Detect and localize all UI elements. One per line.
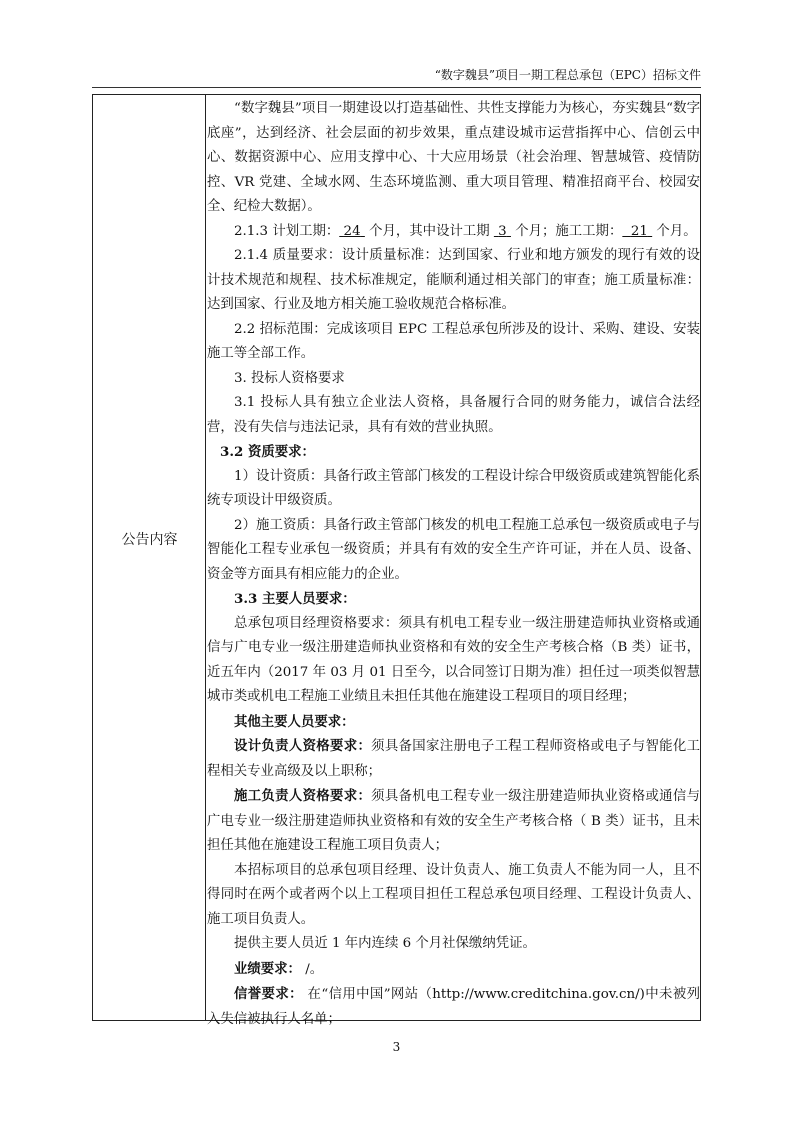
- construction-lead-label: 施工负责人资格要求：: [234, 788, 372, 804]
- design-months: 3: [498, 223, 507, 239]
- credit-requirements: [207, 982, 700, 1032]
- tender-scope: 2.2 招标范围：完成该项目 EPC 工程总承包所涉及的设计、采购、建设、安装施工等全部工作。: [207, 321, 700, 361]
- document-title: “数字魏县”项目一期工程总承包（EPC）招标文件: [434, 68, 701, 82]
- announcement-label: 公告内容: [121, 532, 178, 548]
- qualification-3-2-heading: 3.2 资质要求：: [220, 444, 315, 460]
- announcement-table: [92, 94, 701, 1027]
- schedule-paragraph: [207, 220, 700, 245]
- page-header: [92, 58, 701, 88]
- performance-requirements: [207, 957, 700, 983]
- page-number: 3: [392, 1040, 401, 1054]
- qualification-3-1: 3.1 投标人具有独立企业法人资格，具备履行合同的财务能力，诚信合法经营，没有失信与违法记录，具有有效的营业执照。: [207, 395, 700, 435]
- design-lead-requirements: [207, 734, 700, 784]
- construction-lead-requirements: [207, 784, 700, 859]
- design-lead-text: 须具备国家注册电子工程工程师资格或电子与智能化工程相关专业高级及以上职称；: [207, 739, 701, 779]
- personnel-heading: 3.3 主要人员要求：: [234, 591, 356, 607]
- schedule-prefix: 2.1.3 计划工期：: [234, 223, 340, 239]
- performance-label: 业绩要求：: [234, 960, 301, 977]
- credit-text: 在“信用中国”网站（http://www.creditchina.gov.cn/)中未被列入失信被执行人名单；: [207, 987, 700, 1027]
- quality-requirements: 2.1.4 质量要求：设计质量标准：达到国家、行业和地方颁发的现行有效的设计技术规范和规程、技术标准规定，能顺利通过相关部门的审查；施工质量标准：达到国家、行业及地方相关施工验收规范合格标准。: [207, 248, 700, 312]
- label-cell: [93, 95, 206, 1020]
- design-qualification: 1）设计资质：具备行政主管部门核发的工程设计综合甲级资质或建筑智能化系统专项设计甲级资质。: [207, 468, 700, 508]
- other-personnel-heading: 其他主要人员要求：: [234, 713, 355, 730]
- schedule-text-3: 个月。: [652, 223, 697, 239]
- social-security-proof: 提供主要人员近 1 年内连续 6 个月社保缴纳凭证。: [234, 936, 536, 951]
- schedule-text-1: 个月，其中设计工期: [364, 223, 494, 239]
- qualification-heading: 3. 投标人资格要求: [234, 370, 345, 386]
- construction-lead-text: 须具备机电工程专业一级注册建造师执业资格或通信与广电专业一级注册建造师执业资格和有效的安全生产考核合格（ B 类）证书，且未担任其他在施建设工程施工项目负责人；: [207, 789, 701, 853]
- design-lead-label: 设计负责人资格要求：: [234, 738, 372, 754]
- header-rule: [92, 87, 701, 88]
- construction-qualification: 2）施工资质：具备行政主管部门核发的机电工程施工总承包一级资质或电子与智能化工程专业承包一级资质；并具有有效的安全生产许可证，并在人员、设备、资金等方面具有相应能力的企业。: [207, 517, 700, 582]
- construction-months: 21: [630, 223, 648, 239]
- project-overview: “数字魏县”项目一期建设以打造基础性、共性支撑能力为核心，夯实魏县“数字底座”，达到经济、社会层面的初步效果，重点建设城市运营指挥中心、信创云中心、数据资源中心、应用支撑中心、十大应用场景（社会治理、智慧城管、疫情防控、VR 党建、全域水网、生态环境监测、重大项目管理、精准招商平台、校园安全、纪检大数据）。: [207, 101, 700, 214]
- content-cell: [207, 97, 700, 1032]
- credit-label: 信誉要求：: [234, 986, 303, 1002]
- performance-text: /。: [300, 961, 324, 977]
- personnel-restriction: 本招标项目的总承包项目经理、设计负责人、施工负责人不能为同一人，且不得同时在两个或者两个以上工程项目担任工程总承包项目经理、工程设计负责人、施工项目负责人。: [207, 862, 700, 927]
- schedule-text-2: 个月；施工工期：: [510, 223, 623, 239]
- total-months: 24: [343, 223, 361, 239]
- project-manager-requirements: 总承包项目经理资格要求：须具有机电工程专业一级注册建造师执业资格或通信与广电专业一级注册建造师执业资格和有效的安全生产考核合格（B 类）证书，近五年内（2017 年 03 月 01 日至今，以合同签订日期为准）担任过一项类似智慧城市类或机电工程施工业绩且未担任其他在施建设工程项目的项目经理；: [207, 615, 700, 704]
